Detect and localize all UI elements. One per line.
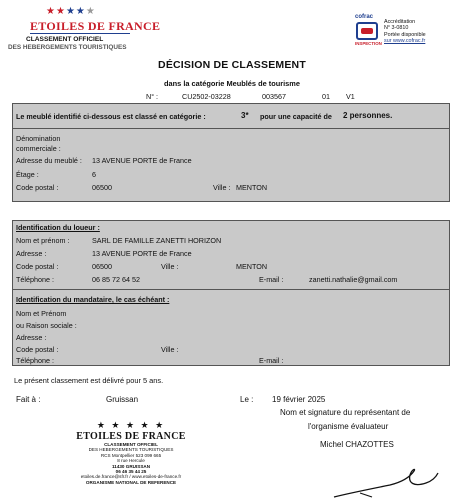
loueur-heading: Identification du loueur : [16,223,100,232]
logo-hebergements: DES HEBERGEMENTS TOURISTIQUES [8,44,127,51]
document-subtitle: dans la catégorie Meublés de tourisme [164,79,300,88]
number-id: 003567 [262,92,286,101]
date-label: Le : [240,395,254,404]
stamp-line-3: RCS Montpellier 523 099 665 [100,452,162,458]
loueur-city: MENTON [236,262,268,271]
stamp-line-6: 06 46 35 44 25 [115,469,147,475]
loueur-address: 13 AVENUE PORTE de France [92,249,192,258]
place-label: Fait à : [16,395,41,404]
logo-classement-officiel: CLASSEMENT OFFICIEL [26,36,104,43]
cofrac-inspection: INSPECTION [355,41,382,46]
address-label: Adresse du meublé : [16,156,82,165]
floor-label: Étage : [16,170,39,179]
meuble-section [12,103,450,202]
accreditation-url[interactable]: sur www.cofrac.fr [384,38,426,45]
classification-category: 3* [241,111,249,120]
cofrac-logo [355,14,382,46]
signature-caption-2: l'organisme évaluateur [308,422,389,431]
mandataire-city-label: Ville : [161,345,179,354]
accreditation-line3: Portée disponible [384,31,426,38]
denomination-label-2: commerciale : [16,144,61,153]
mandataire-postal-label: Code postal : [16,345,59,354]
stamp-stars-icon: ★ ★ ★ ★ ★ [96,420,166,430]
loueur-address-label: Adresse : [16,249,47,258]
postal-label: Code postal : [16,183,59,192]
cofrac-mark-icon [356,22,378,40]
number-code1: 01 [322,92,330,101]
mandataire-heading: Identification du mandataire, le cas échéant : [16,295,170,304]
mandataire-email-label: E-mail : [259,356,284,365]
document-title: DÉCISION DE CLASSEMENT [158,59,306,71]
postal-value: 06500 [92,183,112,192]
signatory-name: Michel CHAZOTTES [320,440,394,449]
number-label: N° : [146,92,159,101]
mandataire-name-label-1: Nom et Prénom [16,309,67,318]
loueur-phone: 06 85 72 64 52 [92,275,140,284]
stamp-line-8: ORGANISME NATIONAL DE REFERENCE [85,479,177,485]
capacity-label: pour une capacité de [260,112,332,121]
divider [13,128,449,129]
accreditation-info [384,19,426,45]
accreditation-line1: Accréditation [384,19,416,25]
identification-section [12,220,450,366]
loueur-city-label: Ville : [161,262,179,271]
stamp-line-7: etoiles.de.france@sfr.fr / www.etoiles-de-france.fr [80,474,182,480]
loueur-email: zanetti.nathalie@gmail.com [309,275,398,284]
number-ref: CU2502-03228 [182,92,231,101]
mandataire-address-label: Adresse : [16,333,47,342]
city-label: Ville : [213,183,231,192]
stamp-line-1: CLASSEMENT OFFICIEL [104,442,158,447]
stamp-brand: ETOILES DE FRANCE [76,431,186,442]
logo-brand: ETOILES DE FRANCE [30,19,161,33]
company-stamp [68,420,194,500]
loueur-postal-label: Code postal : [16,262,59,271]
loueur-name: SARL DE FAMILLE ZANETTI HORIZON [92,236,222,245]
loueur-postal: 06500 [92,262,112,271]
address-value: 13 AVENUE PORTE de France [92,156,192,165]
stamp-line-5: 11430 GRUISSAN [111,463,151,469]
mandataire-phone-label: Téléphone : [16,356,54,365]
signature-caption-1: Nom et signature du représentant de [280,408,411,417]
divider [13,289,449,290]
place-value: Gruissan [106,395,139,404]
denomination-label-1: Dénomination [16,134,61,143]
city-value: MENTON [236,183,268,192]
floor-value: 6 [92,170,96,179]
loueur-phone-label: Téléphone : [16,275,54,284]
logo-underline [30,33,130,34]
star-icons: ★★★★★ [46,6,96,17]
accreditation-line2: N° 3-0810 [384,25,409,32]
loueur-name-label: Nom et prénom : [16,236,70,245]
number-code2: V1 [346,92,355,101]
loueur-email-label: E-mail : [259,275,284,284]
classification-statement: Le meublé identifié ci-dessous est classé en catégorie : [16,112,206,121]
mandataire-name-label-2: ou Raison sociale : [16,321,77,330]
capacity-value: 2 personnes. [343,111,393,120]
date-value: 19 février 2025 [272,395,326,404]
handwritten-signature [330,463,440,500]
stamp-line-2: DES HEBERGEMENTS TOURISTIQUES [88,447,174,453]
cofrac-name: cofrac [355,14,374,20]
validity-statement: Le présent classement est délivré pour 5 ans. [14,376,164,385]
stamp-line-4: 8 rue Hercule [117,458,145,464]
